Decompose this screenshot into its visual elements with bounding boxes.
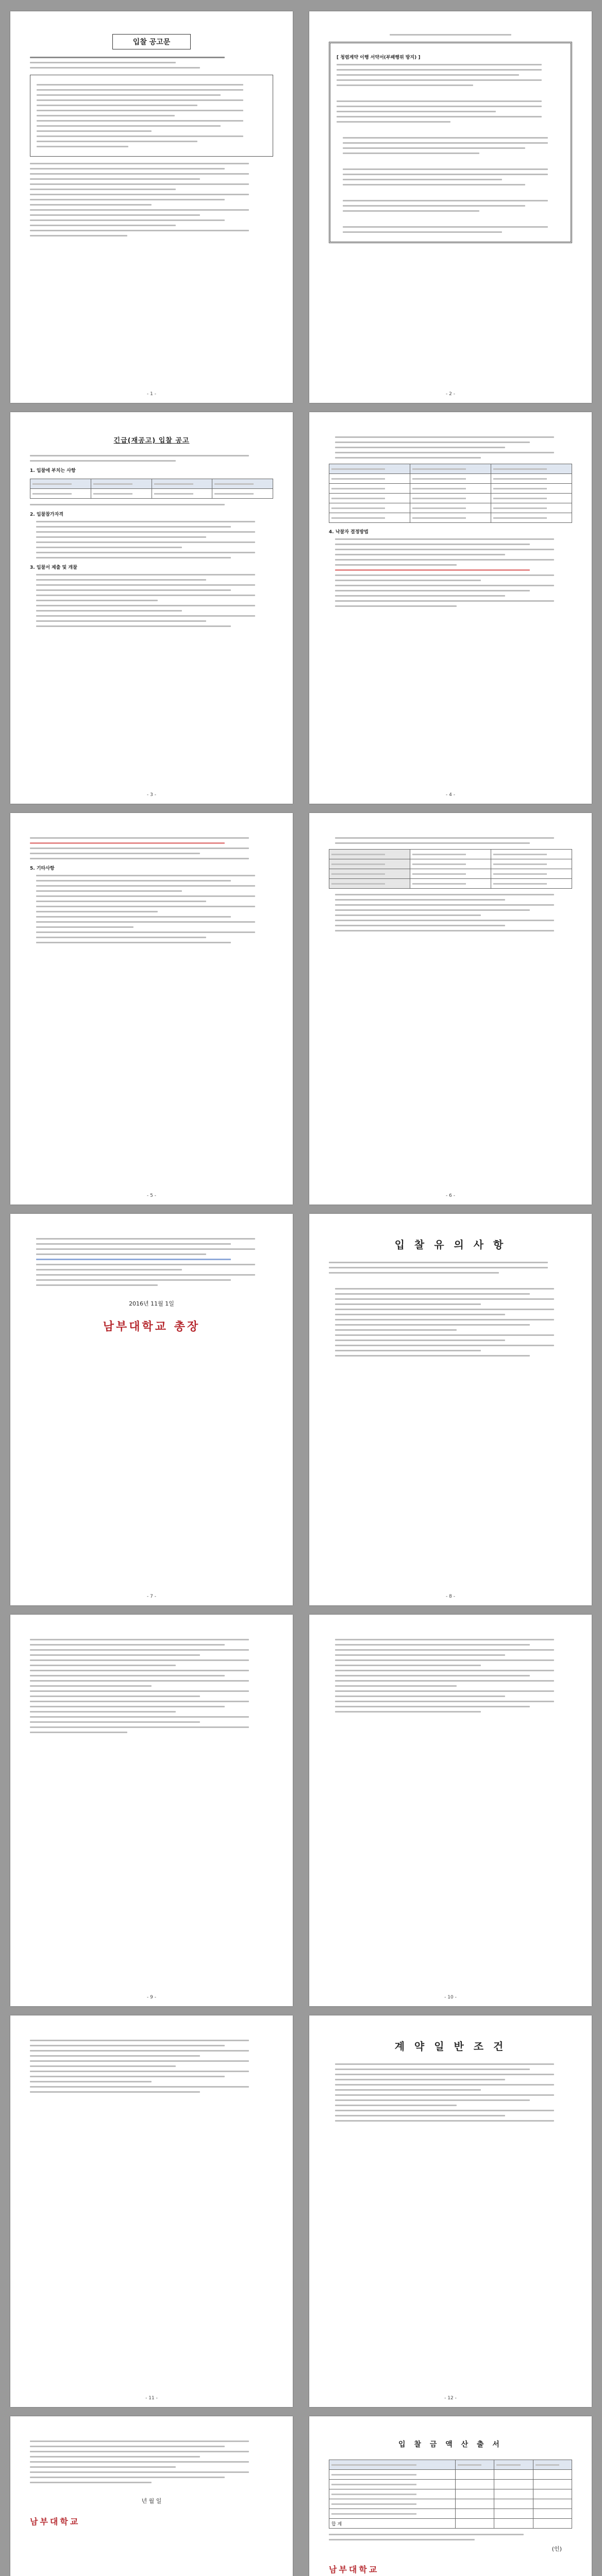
document-page bbox=[309, 2015, 592, 2407]
page-number: - 5 - bbox=[147, 1193, 156, 1198]
document-page bbox=[10, 1615, 293, 2006]
page-title: 입찰 공고문 bbox=[112, 34, 191, 49]
pledge-box bbox=[329, 42, 572, 243]
bid-breakdown-title: 입 찰 금 액 산 출 서 bbox=[398, 2441, 503, 2449]
page-number: - 4 - bbox=[446, 792, 455, 798]
notice-box bbox=[30, 75, 273, 157]
schedule-table bbox=[329, 464, 572, 523]
breakdown-table bbox=[329, 2460, 572, 2529]
page-number: - 10 - bbox=[444, 1995, 457, 2000]
page-number: - 12 - bbox=[444, 2396, 457, 2401]
document-page bbox=[309, 2416, 592, 2576]
seal-label: (인) bbox=[551, 2546, 562, 2552]
document-page bbox=[309, 11, 592, 403]
document-page bbox=[309, 813, 592, 1205]
issuer-name: 남부대학교 bbox=[329, 2565, 379, 2574]
page-number: - 2 - bbox=[446, 392, 455, 397]
section-heading: 2. 입찰참가자격 bbox=[30, 512, 63, 517]
issuer-name: 남부대학교 bbox=[30, 2517, 80, 2527]
page-number: - 1 - bbox=[147, 392, 156, 397]
rebid-title: 긴급(재공고) 입찰 공고 bbox=[113, 437, 190, 445]
issuer-name: 남부대학교 총장 bbox=[103, 1320, 200, 1333]
document-page bbox=[10, 813, 293, 1205]
amount-table bbox=[329, 849, 572, 889]
announce-date: 년 월 일 bbox=[141, 2498, 162, 2504]
page-number: - 8 - bbox=[446, 1594, 455, 1599]
total-label: 합 계 bbox=[329, 2519, 456, 2529]
page-number: - 3 - bbox=[147, 792, 156, 798]
document-page bbox=[309, 412, 592, 804]
contract-title: 계 약 일 반 조 건 bbox=[394, 2040, 507, 2053]
section-heading: 5. 기타사항 bbox=[30, 866, 55, 871]
section-heading: 3. 입찰서 제출 및 개찰 bbox=[30, 565, 77, 570]
page-number: - 9 - bbox=[147, 1995, 156, 2000]
document-page bbox=[10, 1214, 293, 1605]
document-page bbox=[309, 1615, 592, 2006]
document-page bbox=[10, 2015, 293, 2407]
document-page bbox=[10, 2416, 293, 2576]
document-page bbox=[10, 11, 293, 403]
page-number: - 7 - bbox=[147, 1594, 156, 1599]
page-number: - 6 - bbox=[446, 1193, 455, 1198]
precautions-title: 입 찰 유 의 사 항 bbox=[394, 1239, 507, 1251]
pledge-heading: [ 청렴계약 이행 서약서(부패행위 방지) ] bbox=[337, 55, 421, 60]
section-heading: 4. 낙찰자 결정방법 bbox=[329, 530, 369, 535]
section-heading: 1. 입찰에 부치는 사항 bbox=[30, 468, 76, 473]
page-number: - 11 - bbox=[145, 2396, 158, 2401]
bid-item-table bbox=[30, 479, 273, 499]
document-page bbox=[309, 1214, 592, 1605]
document-page bbox=[10, 412, 293, 804]
announce-date: 2016년 11월 1일 bbox=[129, 1300, 174, 1307]
